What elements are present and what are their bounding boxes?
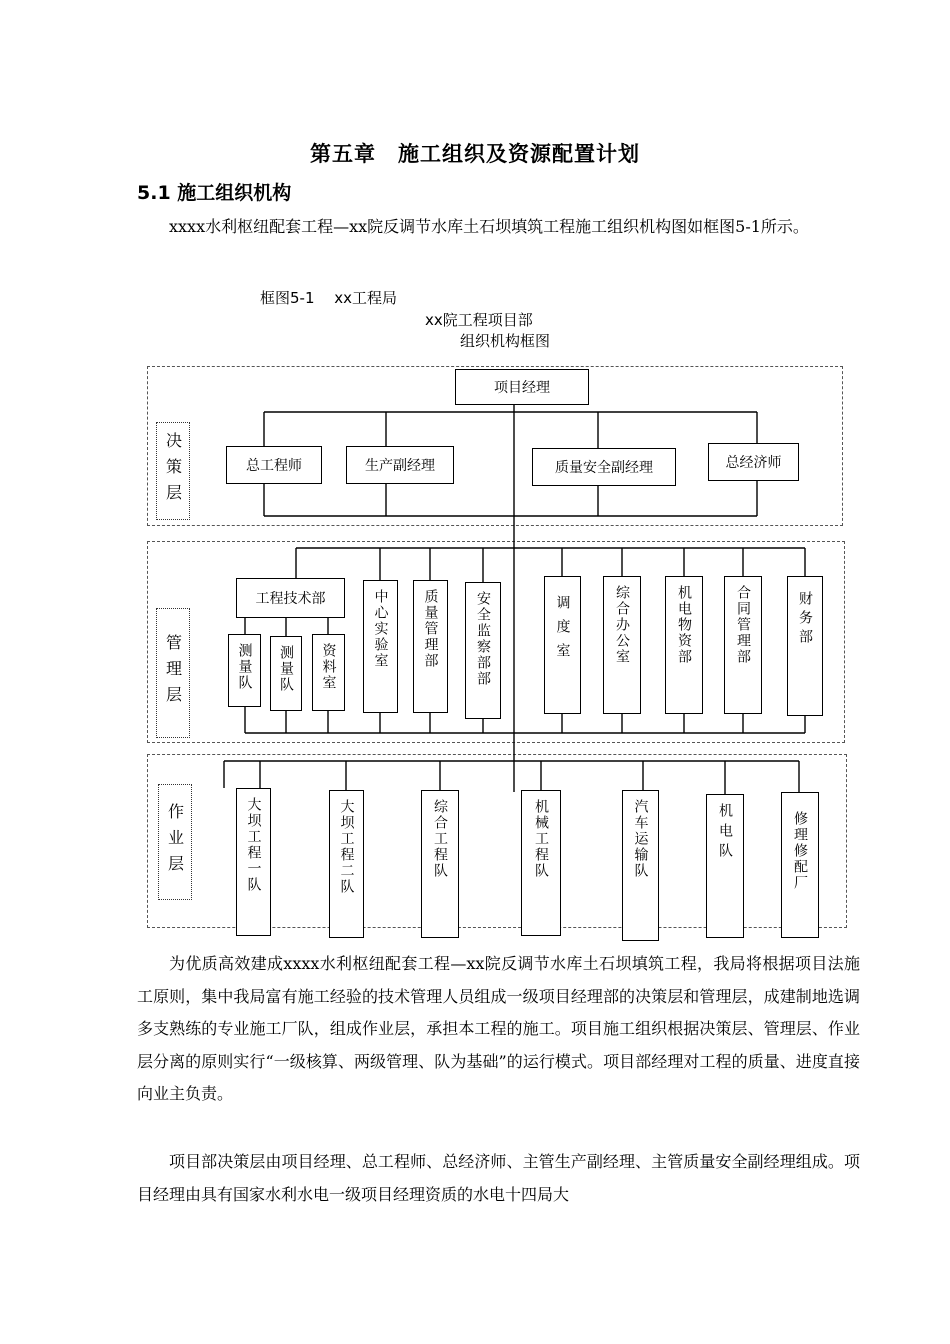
layer-label-operation: 作业层 [158, 784, 192, 900]
section-title: 5.1 施工组织机构 [137, 182, 292, 204]
management-box-engineering: 工程技术部 [236, 578, 345, 618]
layer-label-management: 管理层 [156, 608, 190, 738]
management-box-finance: 财务部 [787, 576, 823, 716]
operation-box-dam-team-2: 大坝工程二队 [329, 790, 364, 938]
decision-box-chief-engineer: 总工程师 [226, 446, 322, 484]
management-box-contracts: 合同管理部 [724, 576, 762, 714]
figure-caption-line2: xx院工程项目部 [425, 311, 533, 329]
body-paragraph-1: 为优质高效建成xxxx水利枢纽配套工程—xx院反调节水库土石坝填筑工程，我局将根据项目法施工原则，集中我局富有施工经验的技术管理人员组成一级项目经理部的决策层和管理层，成建制地选调多支熟练的专业施工厂队，组成作业层，承担本工程的施工。项目施工组织根据决策层、管理层、作业层分离的原则实行“一级核算、两级管理、队为基础”的运行模式。项目部经理对工程的质量、进度直接向业主负责。 [137, 954, 860, 1103]
engineering-sub-archive: 资料室 [312, 634, 345, 711]
management-box-quality: 质量管理部 [413, 580, 448, 713]
decision-box-chief-economist: 总经济师 [708, 443, 799, 481]
decision-box-quality-safety-deputy: 质量安全副经理 [532, 448, 676, 486]
engineering-sub-survey-2: 测量队 [270, 636, 302, 711]
operation-box-transport: 汽车运输队 [622, 790, 659, 941]
operation-box-dam-team-1: 大坝工程一队 [236, 788, 271, 936]
chapter-title: 第五章 施工组织及资源配置计划 [310, 142, 640, 166]
operation-box-electromechanical: 机电队 [706, 794, 744, 938]
management-box-safety: 安全监察部部 [465, 582, 501, 719]
management-box-dispatch: 调度室 [544, 576, 581, 714]
figure-caption-line1: 框图5-1 xx工程局 [260, 289, 398, 307]
engineering-sub-survey-1: 测量队 [228, 634, 261, 707]
decision-box-production-deputy: 生产副经理 [346, 446, 454, 484]
operation-box-general: 综合工程队 [421, 790, 459, 938]
management-box-lab: 中心实验室 [363, 580, 398, 713]
project-manager-box: 项目经理 [455, 369, 589, 405]
operation-box-repair-shop: 修理修配厂 [781, 792, 819, 938]
management-box-office: 综合办公室 [603, 576, 641, 714]
layer-label-decision: 决策层 [156, 422, 190, 520]
operation-box-machinery: 机械工程队 [521, 790, 561, 936]
intro-paragraph: xxxx水利枢纽配套工程—xx院反调节水库土石坝填筑工程施工组织机构图如框图5-1所示。 [169, 217, 809, 236]
figure-caption-line3: 组织机构框图 [460, 332, 551, 350]
body-paragraph-2: 项目部决策层由项目经理、总工程师、总经济师、主管生产副经理、主管质量安全副经理组成。项目经理由具有国家水利水电一级项目经理资质的水电十四局大 [137, 1152, 860, 1204]
management-box-materials: 机电物资部 [665, 576, 703, 714]
